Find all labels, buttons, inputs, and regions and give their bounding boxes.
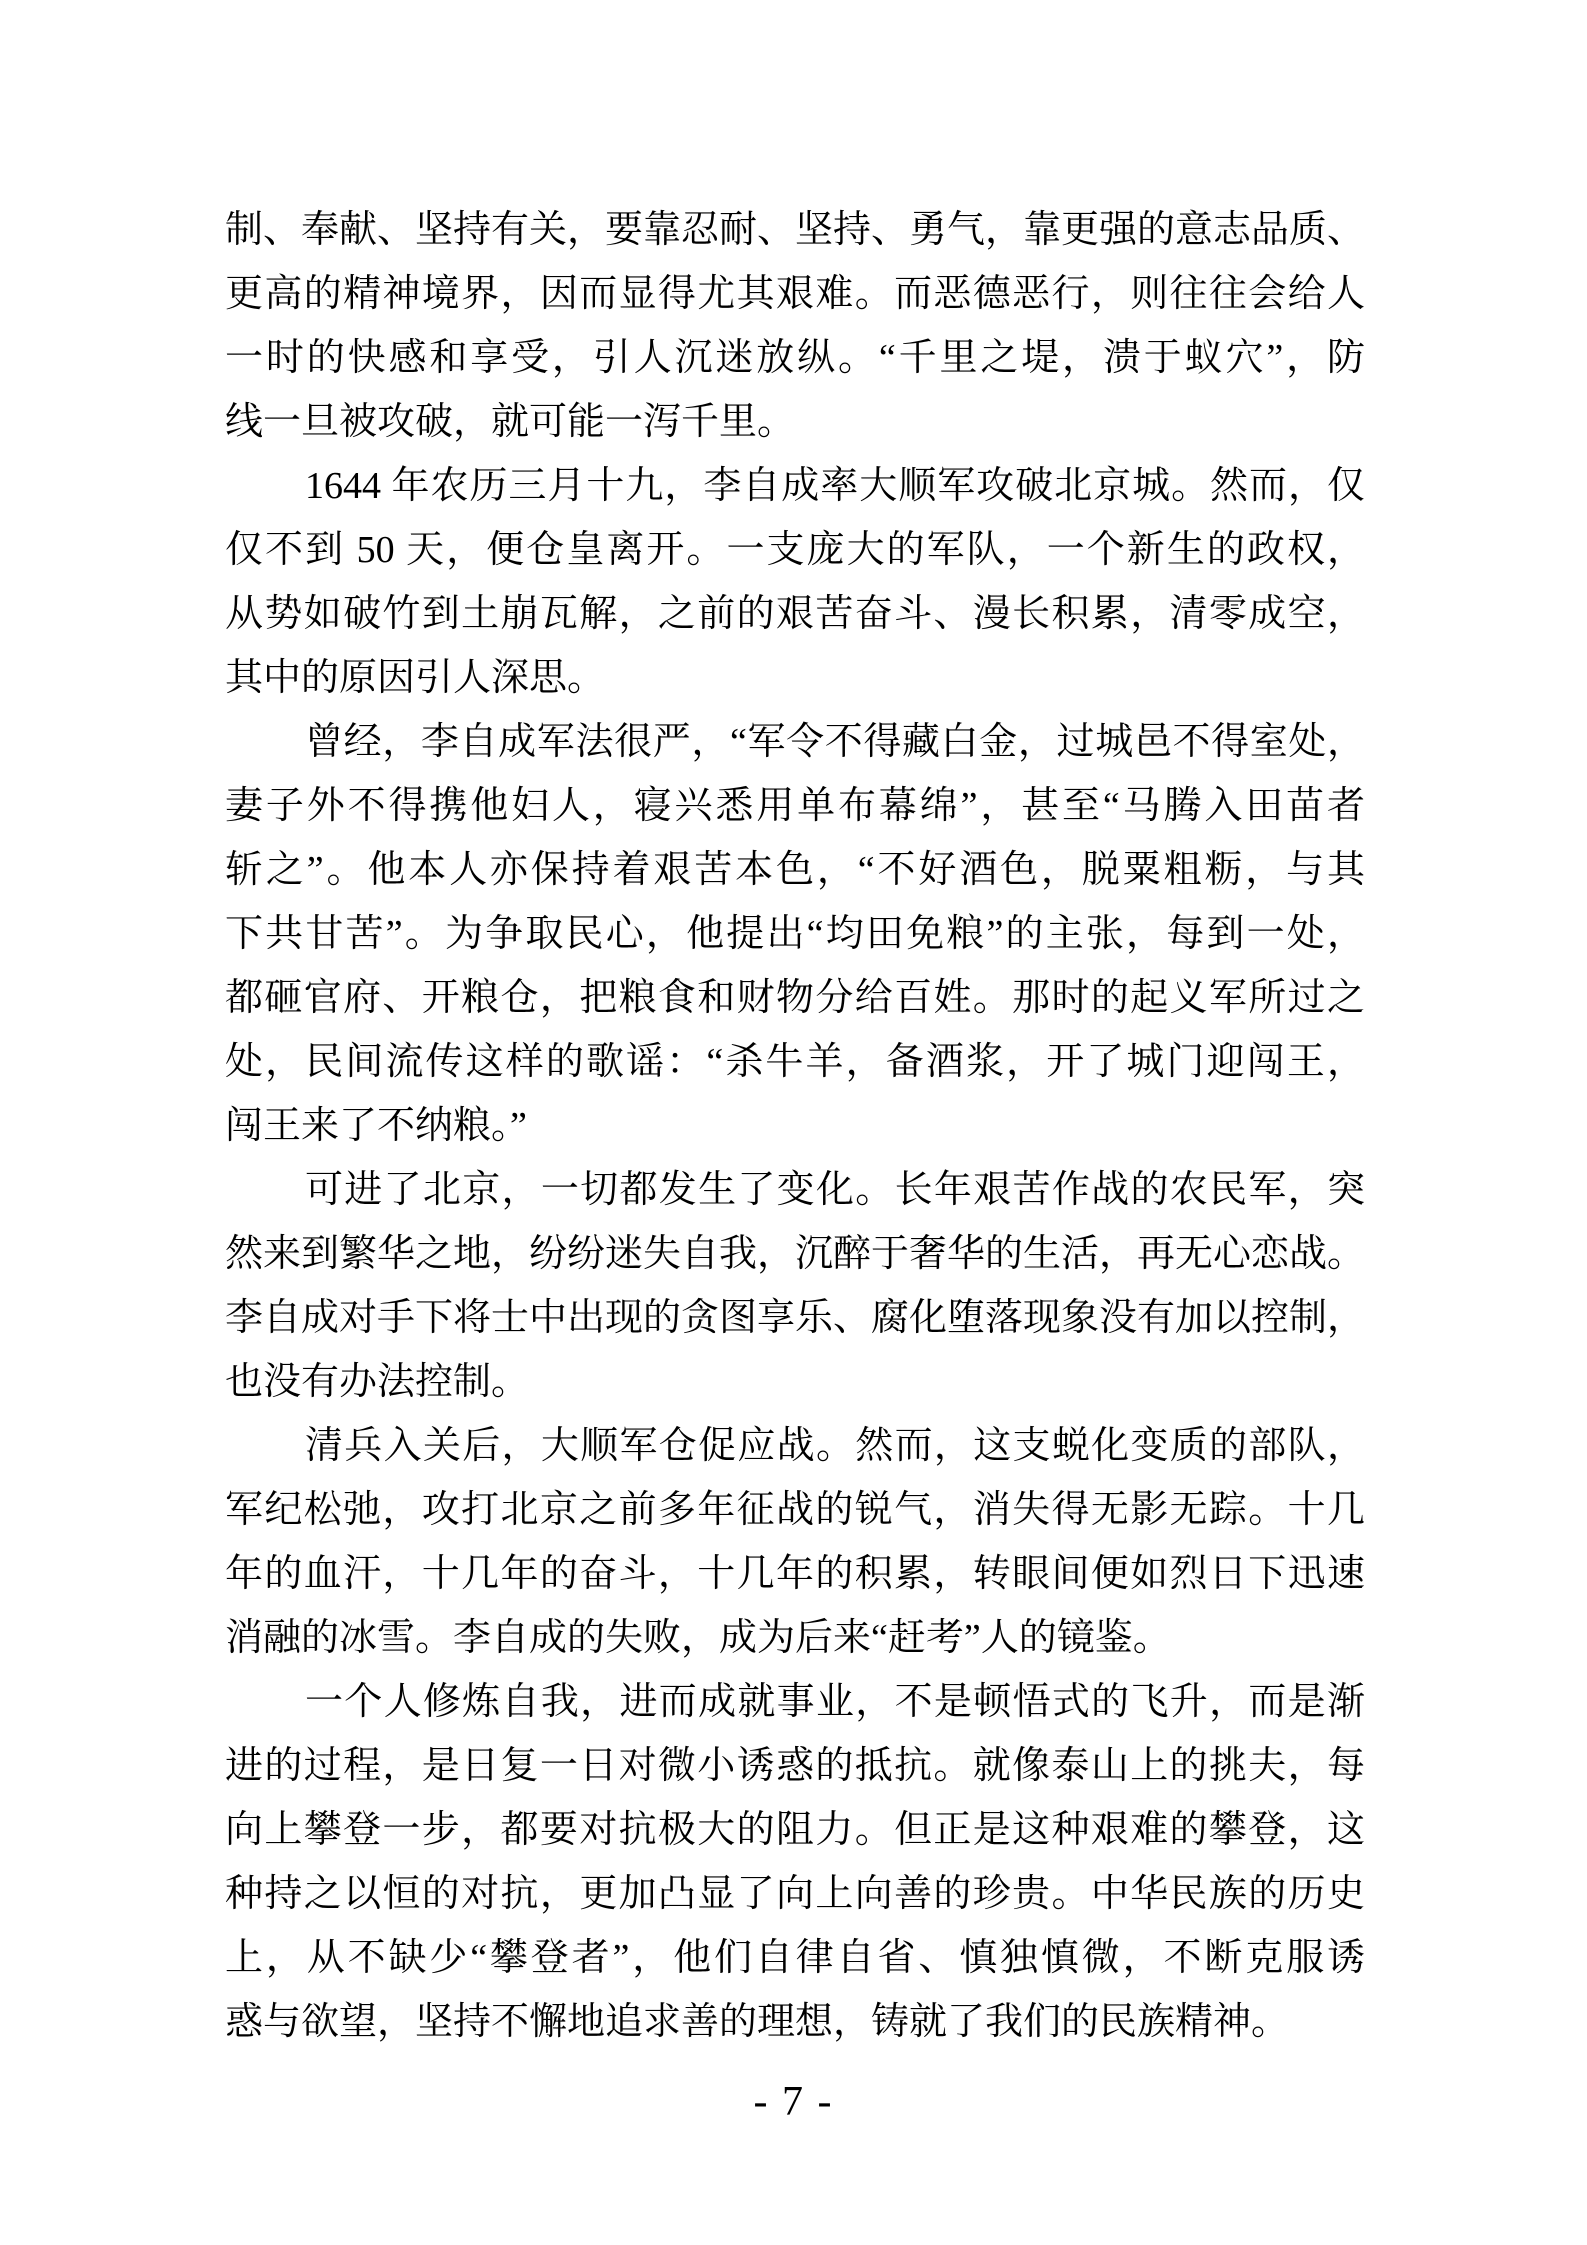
- text-line: 其中的原因引人深思。: [225, 657, 606, 699]
- text-line: 也没有办法控制。: [225, 1361, 530, 1403]
- text-line: 曾经，李自成军法很严，“军令不得藏白金，过城邑不得室处，: [305, 721, 1365, 763]
- text-line: 妻子外不得携他妇人，寝兴悉用单布幕绵”，甚至“马腾入田苗者: [225, 785, 1365, 827]
- text-line: 闯王来了不纳粮。”: [225, 1105, 527, 1147]
- paragraph: [225, 1158, 1365, 1414]
- text-line: 处，民间流传这样的歌谣：“杀牛羊，备酒浆，开了城门迎闯王，: [225, 1041, 1365, 1083]
- text-line: 李自成对手下将士中出现的贪图享乐、腐化堕落现象没有加以控制，: [225, 1297, 1365, 1339]
- text-line: 种持之以恒的对抗，更加凸显了向上向善的珍贵。中华民族的历史: [225, 1873, 1365, 1915]
- text-line: 然来到繁华之地，纷纷迷失自我，沉醉于奢华的生活，再无心恋战。: [225, 1233, 1365, 1275]
- text-line: 都砸官府、开粮仓，把粮食和财物分给百姓。那时的起义军所过之: [225, 977, 1365, 1019]
- text-line: 更高的精神境界，因而显得尤其艰难。而恶德恶行，则往往会给人: [225, 273, 1365, 315]
- paragraph: [225, 1670, 1365, 2054]
- text-line: 一个人修炼自我，进而成就事业，不是顿悟式的飞升，而是渐: [305, 1681, 1365, 1723]
- text-line: 下共甘苦”。为争取民心，他提出“均田免粮”的主张，每到一处，: [225, 913, 1365, 955]
- text-line: 制、奉献、坚持有关，要靠忍耐、坚持、勇气，靠更强的意志品质、: [225, 209, 1365, 251]
- page-number: - 7 -: [753, 2079, 834, 2125]
- text-line: 年的血汗，十几年的奋斗，十几年的积累，转眼间便如烈日下迅速: [225, 1553, 1365, 1595]
- text-line: 军纪松弛，攻打北京之前多年征战的锐气，消失得无影无踪。十几: [225, 1489, 1365, 1531]
- text-line: 一时的快感和享受，引人沉迷放纵。“千里之堤，溃于蚁穴”，防: [225, 337, 1365, 379]
- text-line: 斩之”。他本人亦保持着艰苦本色，“不好酒色，脱粟粗粝，与其: [225, 849, 1365, 891]
- text-line: 上，从不缺少“攀登者”，他们自律自省、慎独慎微，不断克服诱: [225, 1937, 1365, 1979]
- text-line: 向上攀登一步，都要对抗极大的阻力。但正是这种艰难的攀登，这: [225, 1809, 1365, 1851]
- text-line: 1644 年农历三月十九，李自成率大顺军攻破北京城。然而，仅: [305, 465, 1365, 507]
- text-line: 仅不到 50 天，便仓皇离开。一支庞大的军队，一个新生的政权，: [225, 529, 1365, 571]
- text-line: 从势如破竹到土崩瓦解，之前的艰苦奋斗、漫长积累，清零成空，: [225, 593, 1365, 635]
- paragraph: [225, 710, 1365, 1158]
- document-body: [225, 198, 1365, 2054]
- paragraph: [225, 1414, 1365, 1670]
- text-line: 清兵入关后，大顺军仓促应战。然而，这支蜕化变质的部队，: [305, 1425, 1365, 1467]
- text-line: 可进了北京，一切都发生了变化。长年艰苦作战的农民军，突: [305, 1169, 1365, 1211]
- text-line: 消融的冰雪。李自成的失败，成为后来“赶考”人的镜鉴。: [225, 1617, 1171, 1659]
- paragraph: [225, 198, 1365, 454]
- text-line: 进的过程，是日复一日对微小诱惑的抵抗。就像泰山上的挑夫，每: [225, 1745, 1365, 1787]
- paragraph: [225, 454, 1365, 710]
- text-line: 线一旦被攻破，就可能一泻千里。: [225, 401, 796, 443]
- text-line: 惑与欲望，坚持不懈地追求善的理想，铸就了我们的民族精神。: [225, 2001, 1290, 2043]
